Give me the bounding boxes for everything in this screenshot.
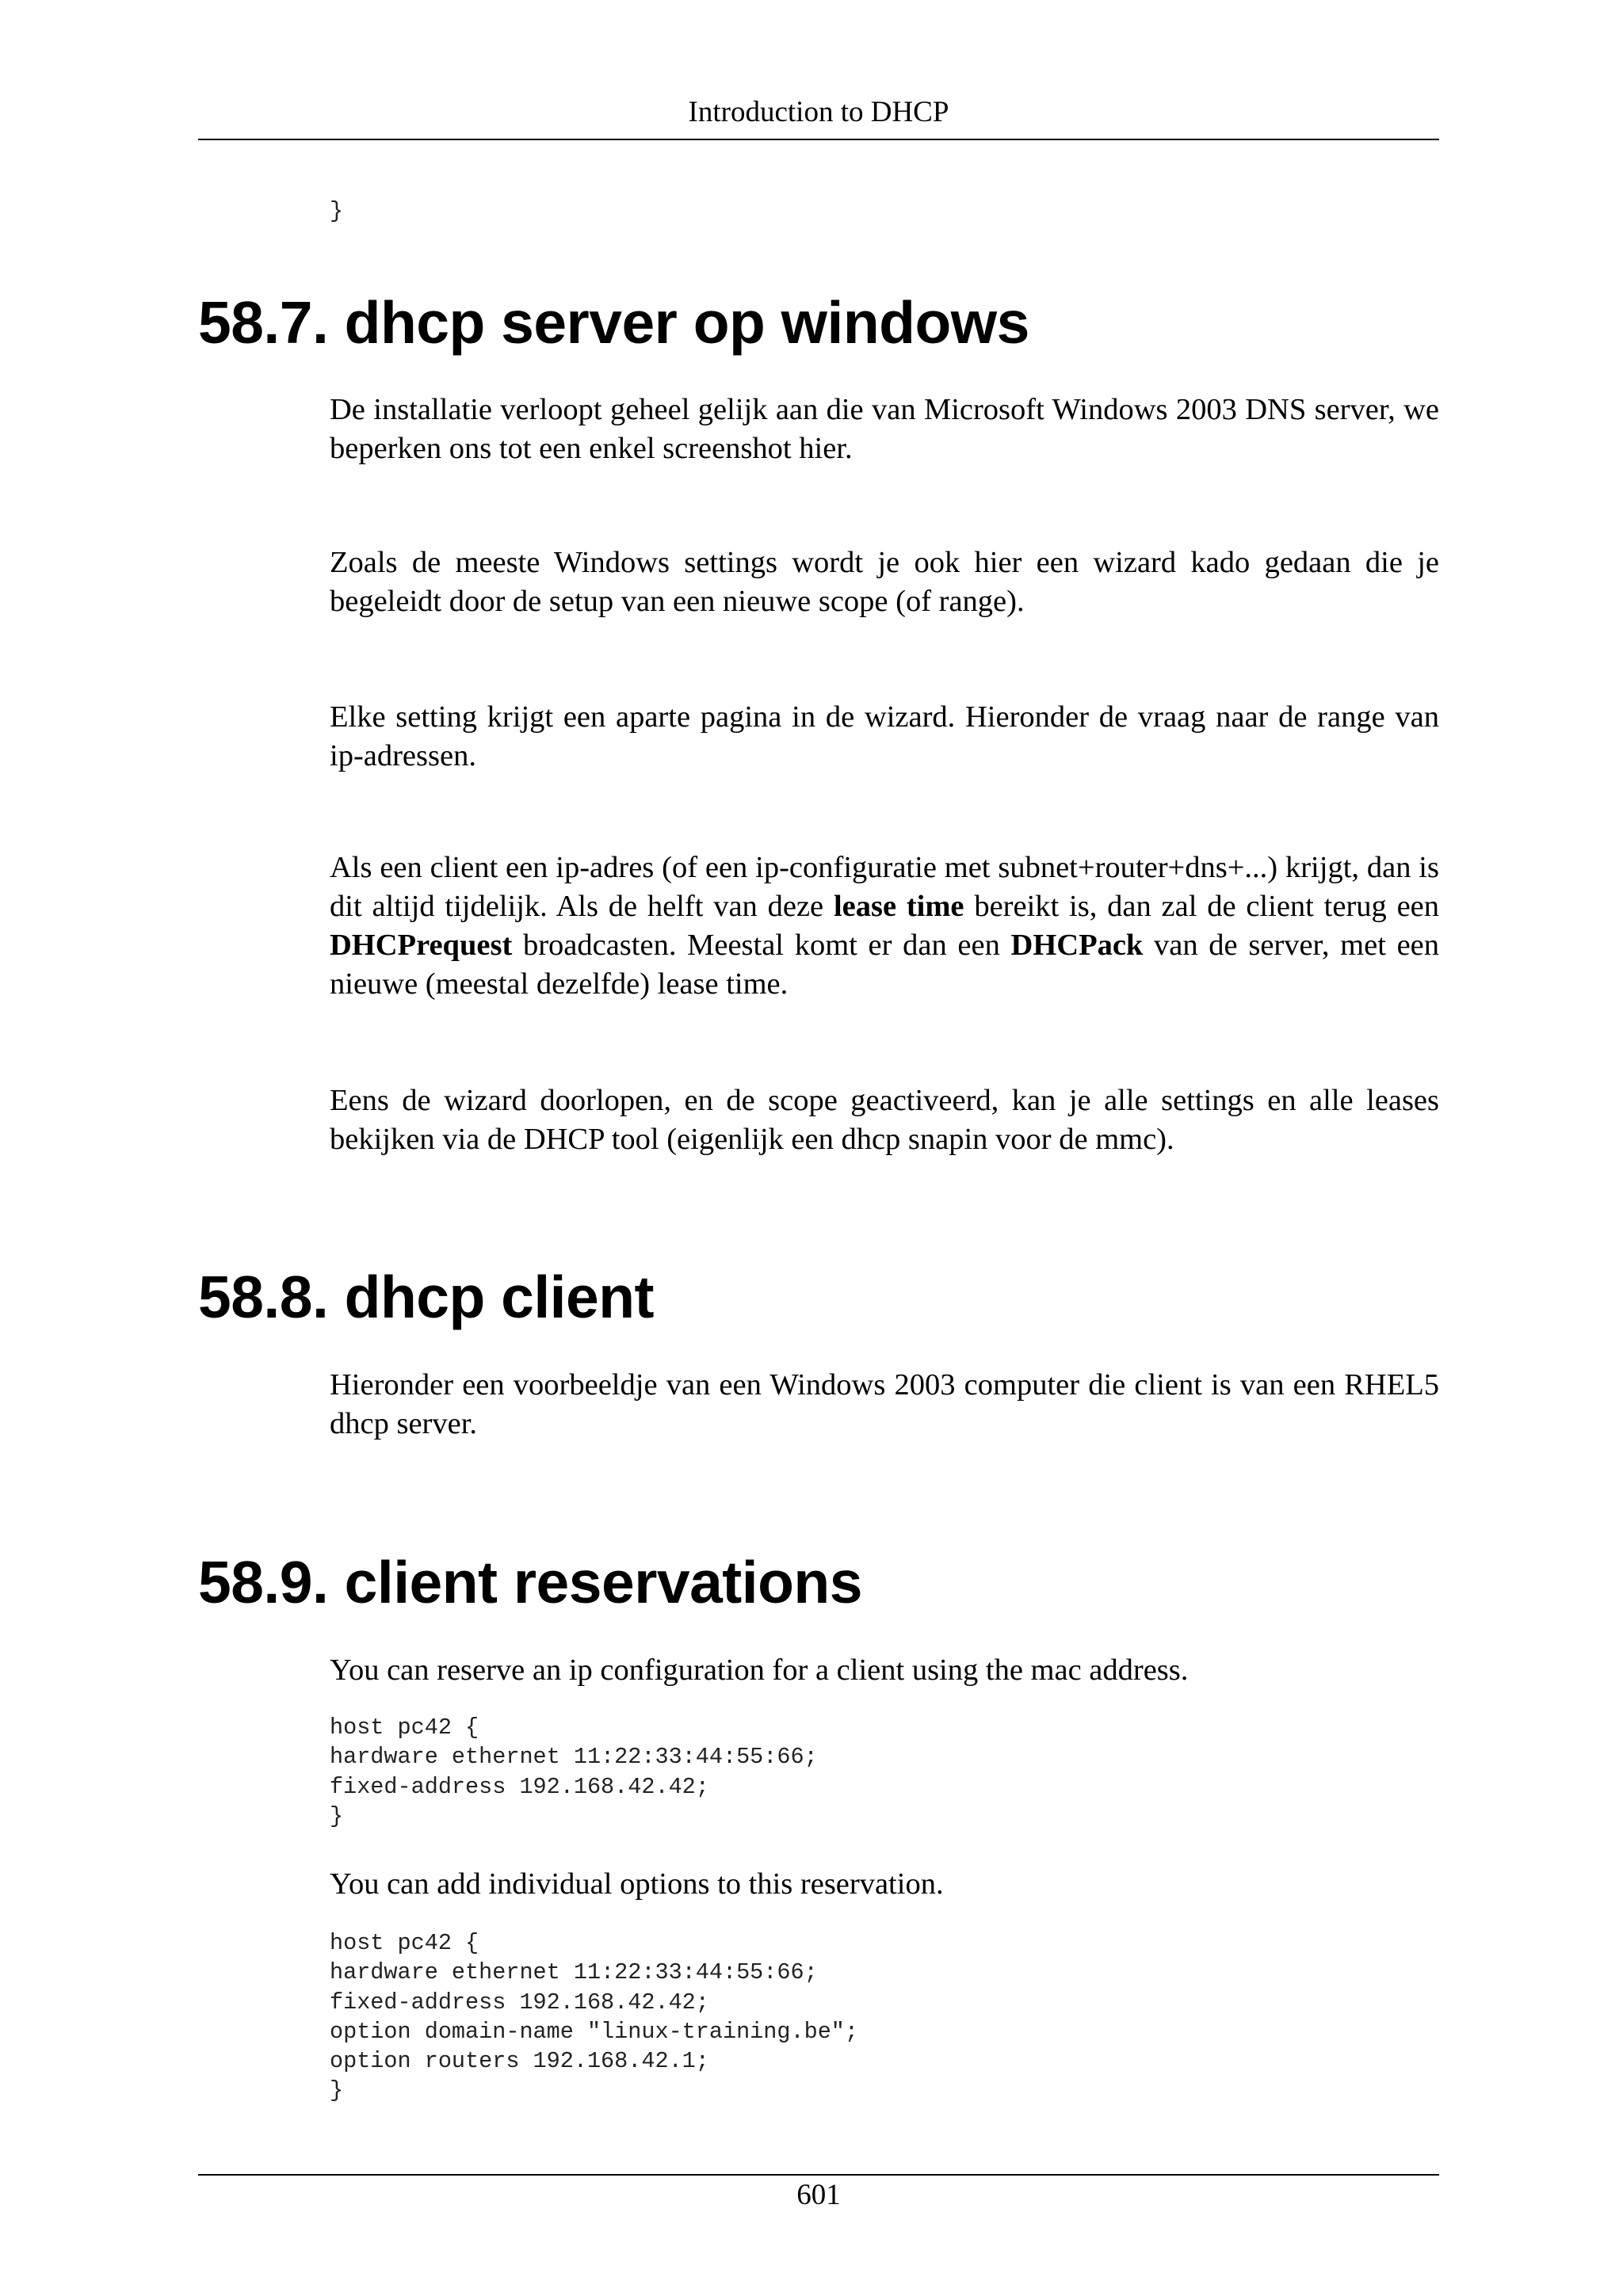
page-number: 601 [796,2179,841,2211]
running-header: Introduction to DHCP [688,96,949,128]
bold-term-dhcpack: DHCPack [1010,929,1144,962]
code-block-closing [330,196,343,226]
footer-rule [198,2174,1439,2176]
paragraph: Eens de wizard doorlopen, en de scope geactiveerd, kan je alle settings en alle leases bekijken via de DHCP tool (eigenlijk een dhcp snapin voor de mmc). [330,1084,1439,1156]
section-heading-58-9: 58.9. client reservations [198,1549,862,1615]
text-run: bereikt is, dan zal de client terug een [964,890,1439,923]
bold-term-dhcprequest: DHCPrequest [330,929,513,962]
section-heading-58-8: 58.8. dhcp client [198,1264,655,1330]
code-line: fixed-address 192.168.42.42; [330,1989,709,2016]
paragraph: Zoals de meeste Windows settings wordt je ook hier een wizard kado gedaan die je begeleidt door de setup van een nieuwe scope (of range). [330,546,1439,618]
code-block-reservation [330,1713,818,1831]
code-line: hardware ethernet 11:22:33:44:55:66; [330,1959,818,1986]
section-heading-58-7: 58.7. dhcp server op windows [198,289,1029,356]
code-line: } [330,198,344,224]
paragraph: Hieronder een voorbeeldje van een Windows 2003 computer die client is van een RHEL5 dhcp server. [330,1368,1439,1440]
code-line: option routers 192.168.42.1; [330,2048,709,2075]
code-line: host pc42 { [330,1930,479,1956]
code-line: fixed-address 192.168.42.42; [330,1773,709,1800]
paragraph-lease-time [330,849,1439,1004]
code-line: } [330,1802,344,1829]
text-run: van de server, met een nieuwe (meestal dezelfde) lease time. [330,929,1439,1001]
header-rule [198,139,1439,140]
code-line: hardware ethernet 11:22:33:44:55:66; [330,1744,818,1771]
code-line: } [330,2077,344,2104]
code-block-reservation-options [330,1928,858,2106]
text-run: Als een client een ip-adres (of een ip-configuratie met subnet+router+dns+...) krijgt, dan is dit altijd tijdelijk. Als de helft van deze [330,851,1439,923]
paragraph: You can add individual options to this reservation. [330,1867,944,1901]
bold-term-lease-time: lease time [833,890,964,923]
text-run: broadcasten. Meestal komt er dan een [512,929,1011,962]
paragraph: You can reserve an ip configuration for a client using the mac address. [330,1653,1189,1687]
paragraph: De installatie verloopt geheel gelijk aan die van Microsoft Windows 2003 DNS server, we beperken ons tot een enkel screenshot hier. [330,393,1439,465]
code-line: option domain-name "linux-training.be"; [330,2018,859,2045]
paragraph: Elke setting krijgt een aparte pagina in de wizard. Hieronder de vraag naar de range van ip-adressen. [330,700,1439,772]
code-line: host pc42 { [330,1714,479,1741]
